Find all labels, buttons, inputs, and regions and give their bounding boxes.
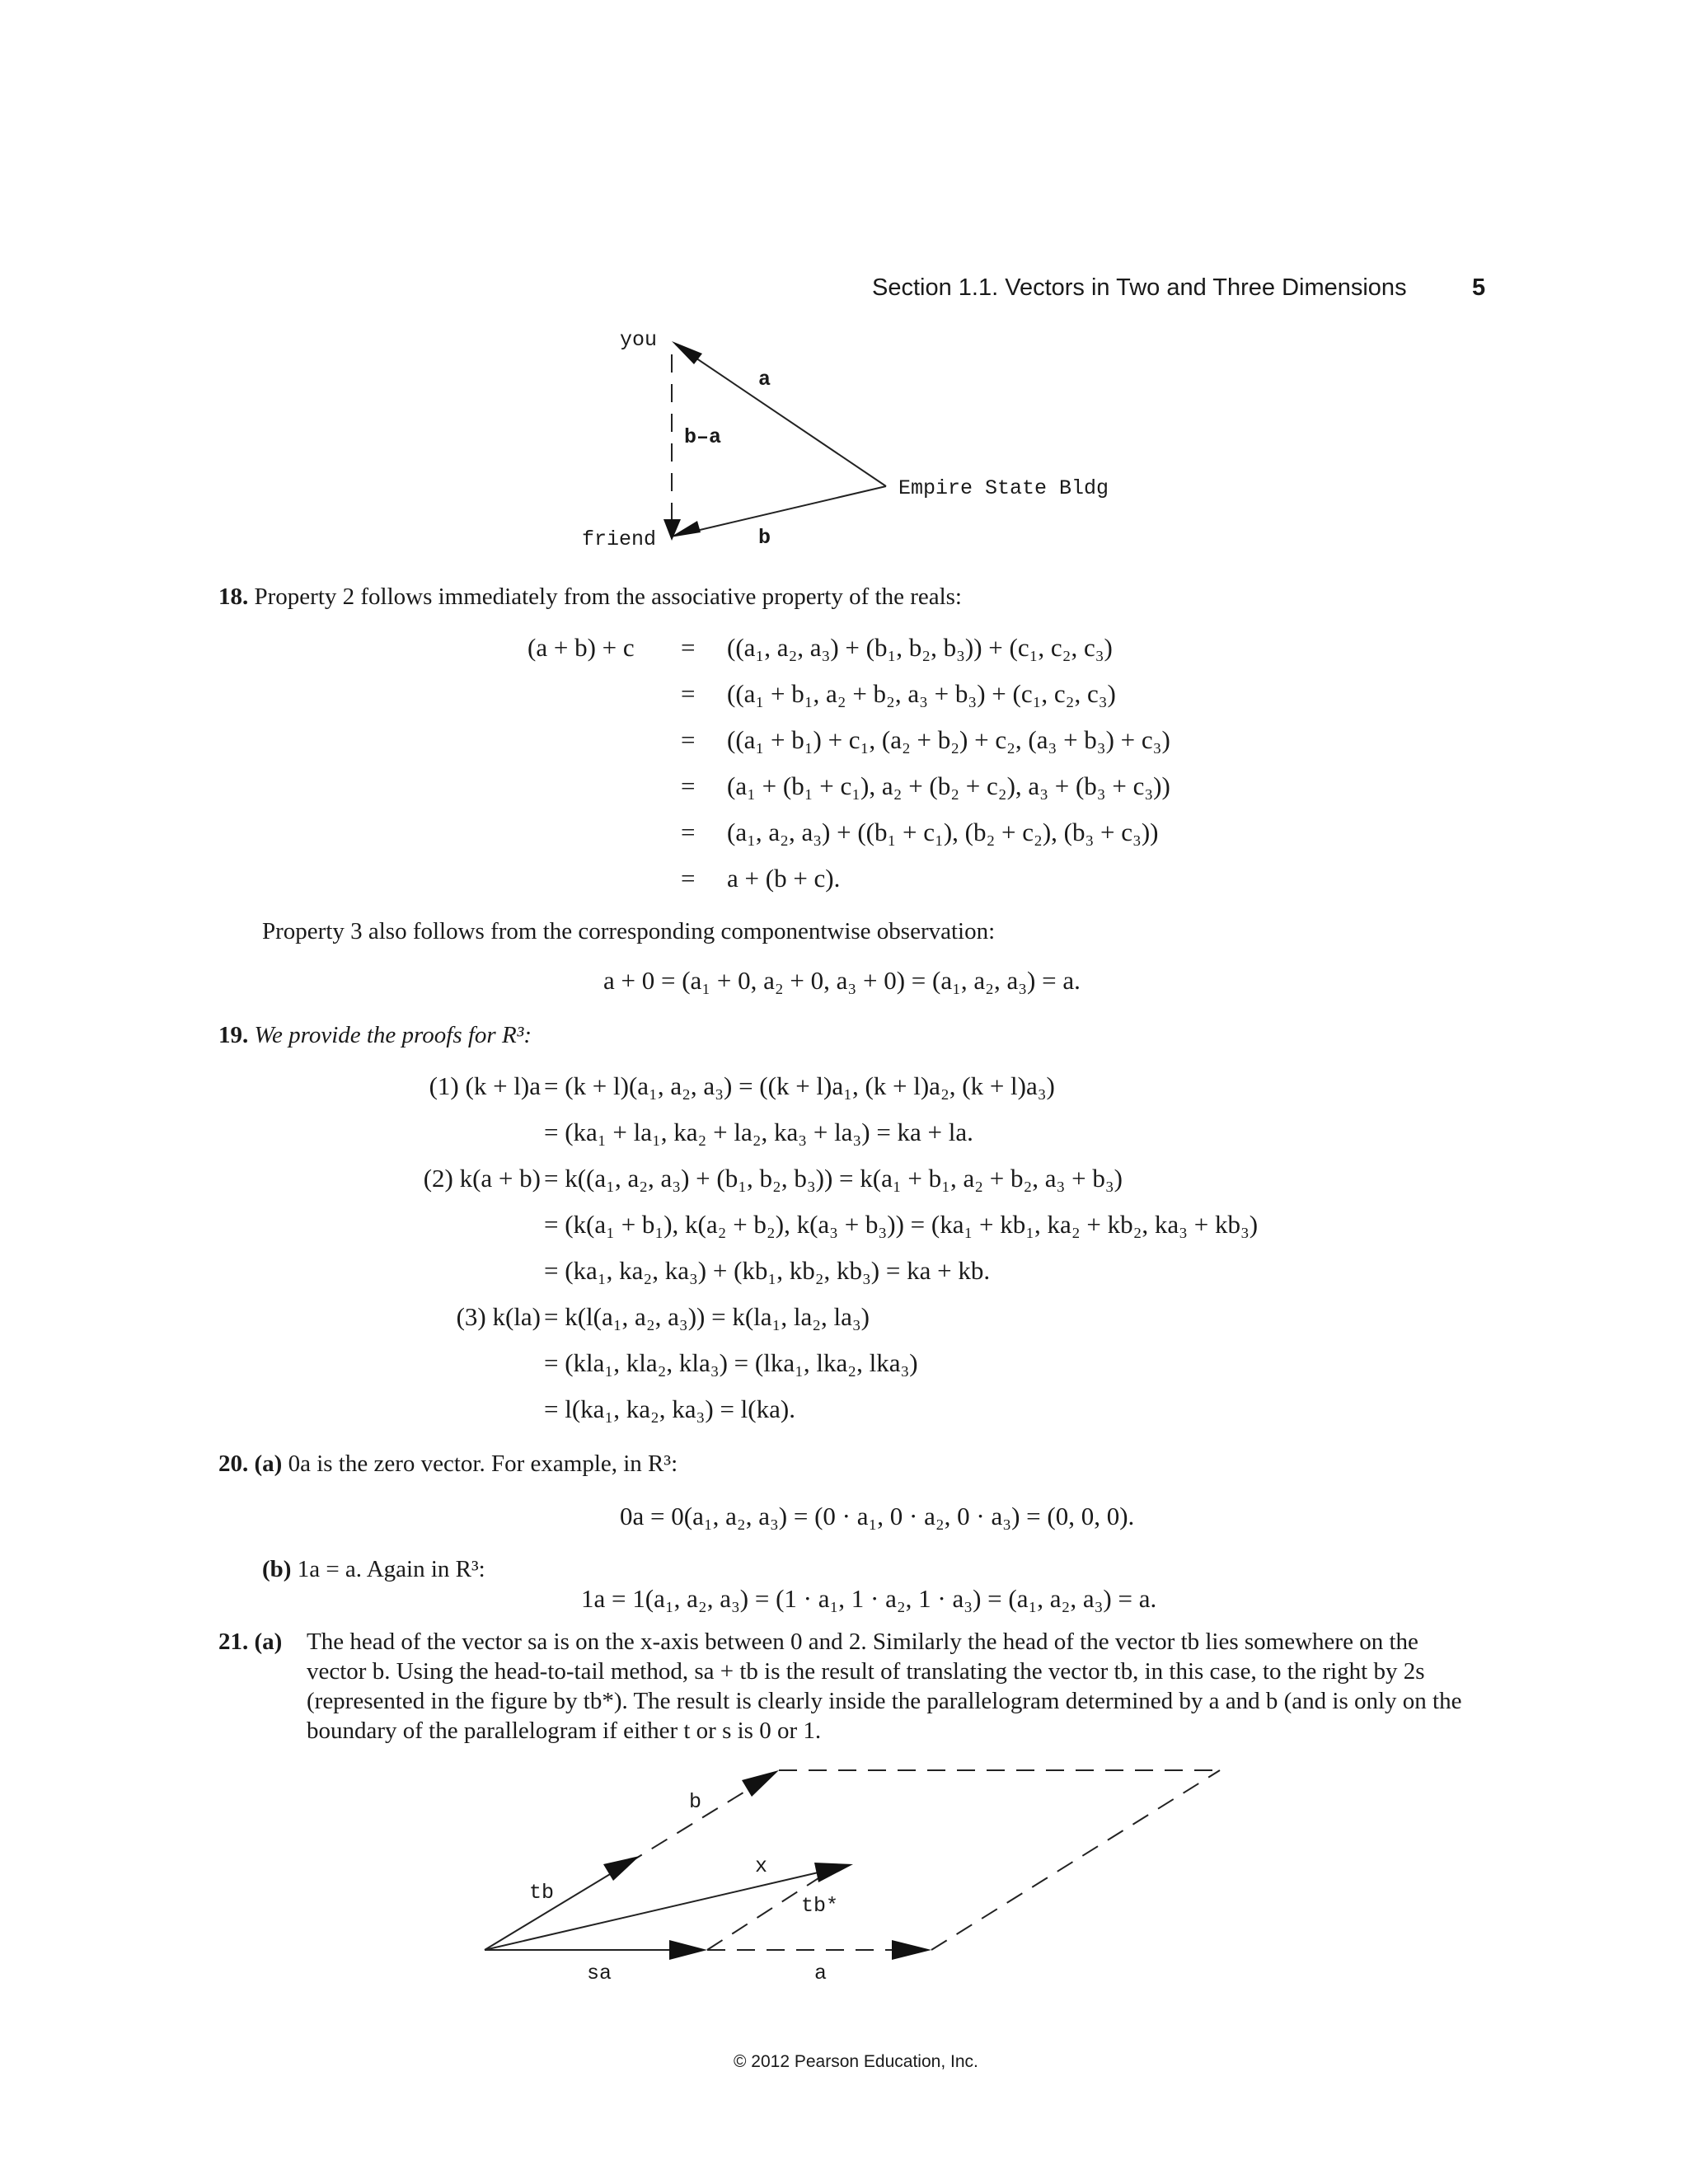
eq-sign: = (681, 679, 696, 708)
proof-lhs: (1) (k + l)a (429, 1071, 541, 1100)
arrowhead-b (742, 1770, 779, 1797)
proof-rhs: = l(ka₁, ka₂, ka₃) = l(ka). (544, 1394, 795, 1423)
eq-sign: = (681, 864, 696, 893)
eq-sign: = (681, 818, 696, 846)
label-friend: friend (582, 527, 657, 551)
eq-sign: = (681, 771, 696, 800)
property-3-equation: a + 0 = (a₁ + 0, a₂ + 0, a₃ + 0) = (a₁, a₂, a₃) = a. (603, 966, 1081, 995)
label-b: b (689, 1790, 702, 1814)
eq-line: ((a₁ + b₁) + c₁, (a₂ + b₂) + c₂, (a₃ + b₃) + c₃) (727, 725, 1170, 754)
equation-20a: 0a = 0(a₁, a₂, a₃) = (0 · a₁, 0 · a₂, 0 · a₃) = (0, 0, 0). (620, 1502, 1135, 1530)
paragraph-line: The head of the vector sa is on the x-axis between 0 and 2. Similarly the head of the vector tb lies somewhere on the (307, 1629, 1418, 1655)
problem-number: 18. (218, 583, 249, 610)
eq-line: ((a₁, a₂, a₃) + (b₁, b₂, b₃)) + (c₁, c₂, c₃) (727, 633, 1113, 662)
proof-rhs: = k((a₁, a₂, a₃) + (b₁, b₂, b₃)) = k(a₁ + b₁, a₂ + b₂, a₃ + b₃) (544, 1164, 1123, 1193)
vector-tb-line (485, 1864, 626, 1950)
page-number: 5 (1472, 274, 1486, 301)
label-a: a (814, 1961, 828, 1985)
arrowhead-tb (603, 1856, 640, 1881)
label-b: b (758, 526, 771, 550)
proof-rhs: = (kla₁, kla₂, kla₃) = (lka₁, lka₂, lka₃) (544, 1348, 918, 1377)
part-label: (b) (262, 1556, 292, 1582)
section-title: Section 1.1. Vectors in Two and Three Dimensions (872, 274, 1407, 301)
vector-b-dashed (626, 1788, 750, 1864)
proof-lhs: (3) k(la) (456, 1302, 541, 1331)
problem-text: We provide the proofs for R³: (254, 1022, 532, 1048)
footer-copyright: © 2012 Pearson Education, Inc. (734, 2052, 978, 2071)
label-tb: tb (529, 1881, 555, 1905)
label-tb-star: tb* (801, 1894, 839, 1918)
eq-line: (a₁ + (b₁ + c₁), a₂ + (b₂ + c₂), a₃ + (b₃ + c₃)) (727, 771, 1170, 800)
eq-line: ((a₁ + b₁, a₂ + b₂, a₃ + b₃) + (c₁, c₂, c₃) (727, 679, 1116, 708)
paragraph-line: boundary of the parallelogram if either t or s is 0 or 1. (307, 1718, 822, 1744)
equation-20b: 1a = 1(a₁, a₂, a₃) = (1 · a₁, 1 · a₂, 1 · a₃) = (a₁, a₂, a₃) = a. (581, 1584, 1157, 1613)
eq-lhs: (a + b) + c (528, 633, 635, 662)
label-you: you (620, 328, 658, 352)
proof-rhs: = k(l(a₁, a₂, a₃)) = k(la₁, la₂, la₃) (544, 1302, 870, 1331)
problem-text: Property 2 follows immediately from the associative property of the reals: (254, 583, 962, 610)
arrowhead-a (892, 1940, 931, 1960)
eq-sign: = (681, 633, 696, 662)
problem-number: 19. (218, 1022, 249, 1048)
eq-line: a + (b + c). (727, 864, 841, 893)
eq-sign: = (681, 725, 696, 754)
paragraph-line: vector b. Using the head-to-tail method, sa + tb is the result of translating the vector tb, in this case, to the right by 2s (307, 1658, 1425, 1685)
eq-line: (a₁, a₂, a₃) + ((b₁ + c₁), (b₂ + c₂), (b₃ + c₃)) (727, 818, 1159, 846)
problem-number: 20. (218, 1451, 249, 1477)
proof-rhs: = (ka₁ + la₁, ka₂ + la₂, ka₃ + la₃) = ka + la. (544, 1118, 973, 1146)
proof-rhs: = (ka₁, ka₂, ka₃) + (kb₁, kb₂, kb₃) = ka + kb. (544, 1256, 991, 1285)
part-text: 1a = a. Again in R³: (297, 1556, 485, 1582)
label-sa: sa (587, 1961, 612, 1985)
proof-lhs: (2) k(a + b) (423, 1164, 541, 1193)
part-text: 0a is the zero vector. For example, in R³: (288, 1451, 678, 1477)
part-label: (a) (254, 1451, 283, 1477)
label-empire-state: Empire State Bldg (898, 476, 1109, 500)
proof-rhs: = (k(a₁ + b₁), k(a₂ + b₂), k(a₃ + b₃)) = (ka₁ + kb₁, ka₂ + kb₂, ka₃ + kb₃) (544, 1210, 1259, 1239)
parallelogram-right (931, 1770, 1220, 1950)
property-3-text: Property 3 also follows from the corresponding componentwise observation: (262, 918, 996, 944)
label-x: x (755, 1854, 768, 1878)
label-b-minus-a: b–a (684, 425, 722, 449)
label-a: a (758, 368, 771, 391)
paragraph-line: (represented in the figure by tb*). The result is clearly inside the parallelogram determined by a and b (and is only on the (307, 1688, 1462, 1714)
problem-number: 21. (218, 1629, 249, 1655)
part-label: (a) (254, 1629, 283, 1655)
arrowhead-sa (669, 1940, 707, 1960)
arrowhead-x (814, 1863, 853, 1882)
proof-rhs: = (k + l)(a₁, a₂, a₃) = ((k + l)a₁, (k + l)a₂, (k + l)a₃) (544, 1071, 1055, 1100)
